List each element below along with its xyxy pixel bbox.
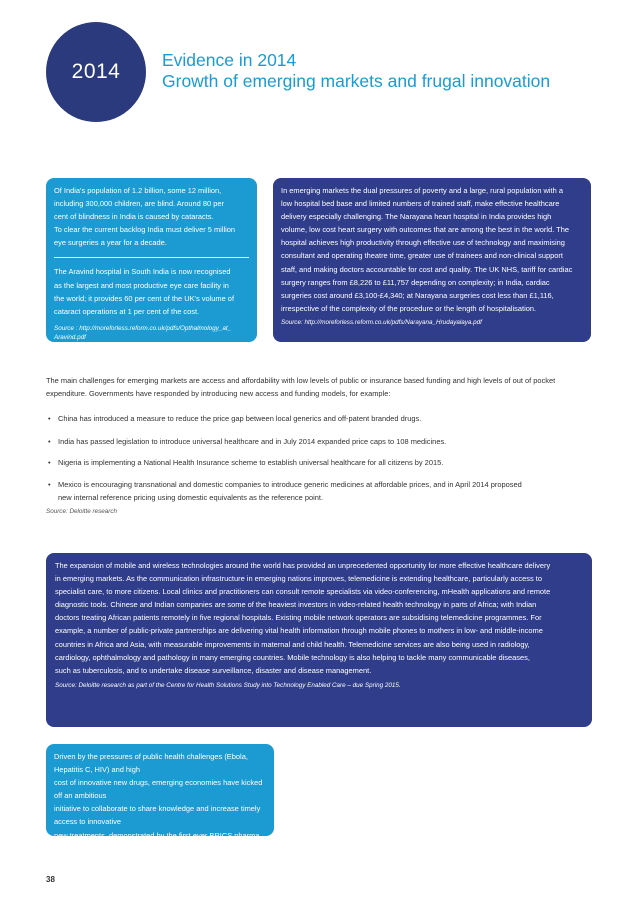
box-text-line: staff, and making doctors accountable for cost and quality. The UK NHS, tariff for cardiac	[281, 264, 573, 274]
year-badge-label: 2014	[71, 60, 121, 83]
box-source: Source: Informa Plc, Scrip Regulatory Affairs, Accessed November 2014	[54, 871, 256, 879]
box-text-line: eye surgeries a year for a decade.	[54, 238, 167, 248]
divider	[54, 257, 249, 258]
narayana-heart-box	[273, 178, 591, 342]
box-source: Source: Deloitte research as part of the Centre for Health Solutions Study into Technology Enabled Care – due Spring 2015.	[55, 681, 401, 689]
box-text-line: doctors treating African patients remotely in five regional hospitals. Existing mobile network operators are subsidising telemedicine programmes. For	[55, 613, 542, 623]
box-text-line: cent of blindness in India is caused by cataracts.	[54, 212, 214, 222]
intro-line: expenditure. Governments have responded by introducing new access and funding models, for example:	[46, 389, 391, 398]
box-text-line: delivery especially challenging. The Narayana heart hospital in India provides high	[281, 212, 552, 222]
page-number: 38	[46, 875, 55, 884]
bullet-text: Nigeria is implementing a National Health Insurance scheme to establish universal healthcare for all citizens by 2015.	[58, 458, 444, 467]
intro-paragraph	[46, 374, 596, 400]
bullet-list	[46, 412, 596, 425]
box-text-line: cardiology, ophthalmology and pathology in many emerging countries. Mobile technology is also helping to tackle many communicable diseases,	[55, 652, 530, 662]
bullet-item	[46, 412, 596, 425]
box-text-line: cost of innovative new drugs, emerging economies have kicked off an ambitious	[54, 778, 263, 801]
box-text-line: irrespective of the complexity of the procedure or the length of hospitalisation.	[281, 303, 537, 313]
box-text-line: In emerging markets the dual pressures of poverty and a large, rural population with a	[281, 186, 563, 195]
page-title: Evidence in 2014	[162, 50, 297, 70]
box-text-line: including 300,000 children, are blind. Around 80 per	[54, 199, 224, 209]
year-badge	[46, 22, 146, 122]
box-text-line: diagnostic tools. Chinese and Indian companies are some of the heaviest investors in video-related health technology in parts of Africa; with Indian	[55, 600, 537, 610]
box-source: Source: http://moreforless.reform.co.uk/pdfs/Narayana_Hrudayalaya.pdf	[281, 318, 482, 326]
box-text-line: surgery ranges from £8,226 to £11,757 depending on complexity; in India, cardiac	[281, 277, 550, 287]
box-text-line: consultant and operating theatre time, greater use of trainees and non-clinical support	[281, 251, 563, 261]
bullet-text: India has passed legislation to introduce universal healthcare and in July 2014 expanded price caps to 108 medicines.	[58, 437, 447, 446]
box-text-line: To clear the current backlog India must deliver 5 million	[54, 225, 236, 235]
box-text-line: surgeries cost around £3,100-£4,340; at Narayana surgeries cost less than £1,116,	[281, 290, 554, 300]
box-source-line: Source : http://moreforless.reform.co.uk/pdfs/Opthalmology_at_	[54, 324, 232, 332]
box-text-line: as the largest and most productive eye care facility in	[54, 280, 229, 290]
box-text-line: the world; it provides 60 per cent of the UK's volume of	[54, 293, 235, 303]
box-text-line: The Aravind hospital in South India is now recognised	[54, 267, 231, 277]
box-text-line: low hospital bed base and limited numbers of trained staff, make effective healthcare	[281, 199, 560, 209]
main-source: Source: Deloitte research	[46, 508, 118, 515]
bullet-list	[46, 435, 596, 448]
box-text-line: example, a number of public-private partnerships are delivering vital health information through mobile phones to mothers in low- and middle-income	[55, 626, 543, 636]
box-text-line: specialist care, to more citizens. Local clinics and practitioners can consult remote specialists via video-conferencing, mHealth applications and remote	[55, 587, 551, 597]
box-text-line: initiative to collaborate to share knowledge and increase timely access to innovative	[54, 804, 261, 827]
bullet-item	[46, 478, 596, 504]
box-source-line: Aravind.pdf	[54, 334, 86, 342]
box-text-line: The expansion of mobile and wireless technologies around the world has provided an unprecedented opportunity for more effective healthcare delivery	[55, 561, 551, 570]
box-text-line: Of India's population of 1.2 billion, some 12 million,	[54, 186, 222, 195]
bullet-text: • Mexico is encouraging transnational and domestic companies to introduce generic medicines at affordable prices, and in April 2014 proposed	[58, 480, 522, 489]
box-text-line: such as tuberculosis, and to undertake disease surveillance, disaster and disease management.	[55, 665, 372, 675]
bullet-list	[46, 456, 596, 469]
box-text-line: in emerging markets. As the communication infrastructure in emerging nations improves, telemedicine is extending healthcare, particularly access to	[55, 574, 542, 584]
brics-collaboration-box	[46, 744, 274, 879]
bullet-text: China has introduced a measure to reduce the price gap between local generics and off-patent branded drugs.	[58, 414, 422, 423]
telemedicine-box	[46, 553, 592, 727]
box-text-line: hospital achieves high productivity through effective use of technology and maximising	[281, 238, 565, 248]
bullet-item	[46, 456, 596, 469]
intro-line: The main challenges for emerging markets are access and affordability with low levels of public or insurance based funding and high levels of out of pocket	[46, 376, 556, 385]
box-text-line: cataract operations at 1 per cent of the cost.	[54, 306, 200, 316]
bullet-text: new internal reference pricing using domestic equivalents as the reference point.	[58, 493, 324, 502]
india-blindness-box	[46, 178, 257, 342]
page-subtitle: Growth of emerging markets and frugal innovation	[162, 71, 551, 91]
box-text-line: Driven by the pressures of public health challenges (Ebola, Hepatitis C, HIV) and high	[54, 752, 248, 775]
box-text-line: new treatments. demonstrated by the first ever BRICS pharma innovation collaboration	[54, 830, 260, 853]
box-text-line: countries in Africa and Asia, with measurable improvements in maternal and child health. Telemedicine services are also being used in radiology,	[55, 639, 530, 649]
bullet-list	[46, 478, 596, 504]
box-text-line: forum, held in Beijing 27-28 October 2014.	[54, 856, 194, 866]
box-text-line: volume, low cost heart surgery with outcomes that are among the best in the world. The	[281, 225, 570, 235]
bullet-item	[46, 435, 596, 448]
